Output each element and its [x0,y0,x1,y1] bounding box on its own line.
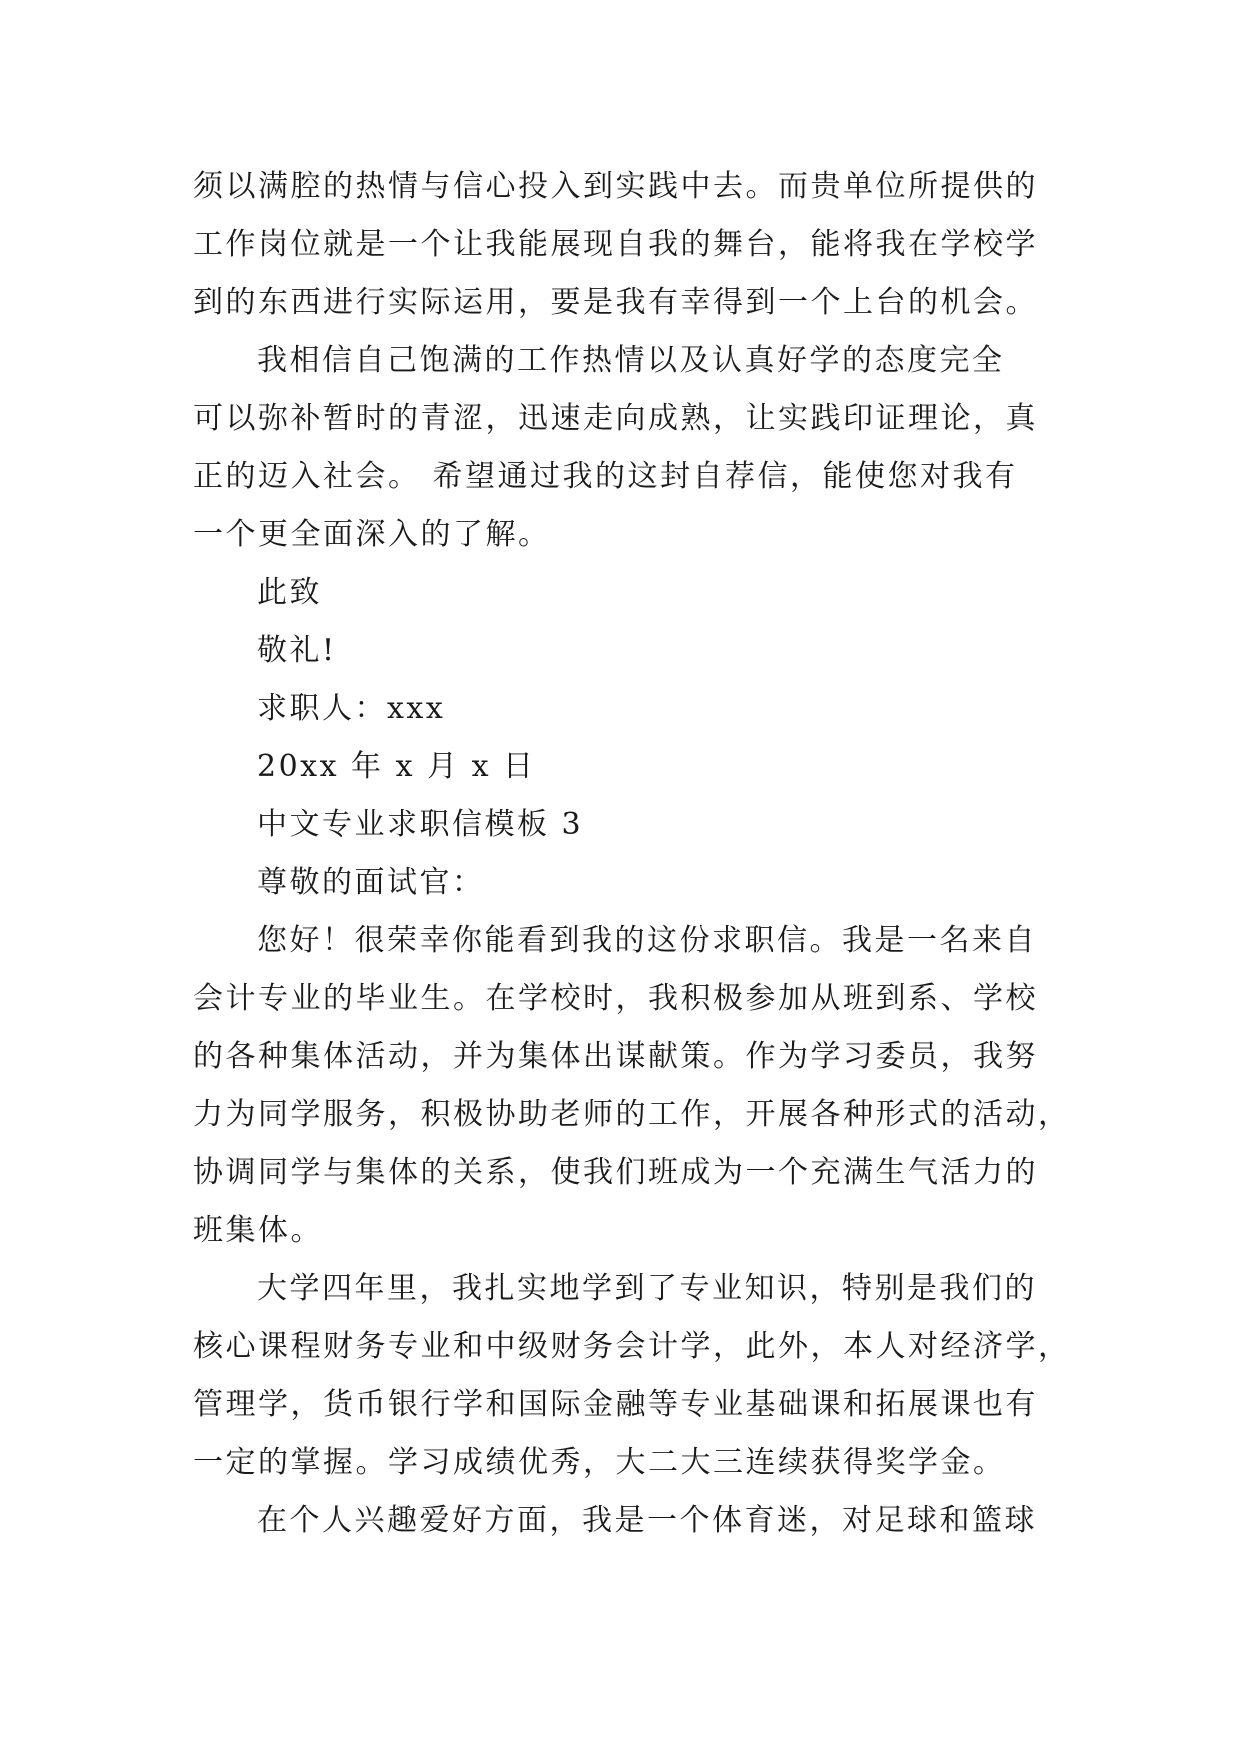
text-line: 到的东西进行实际运用，要是我有幸得到一个上台的机会。 [193,285,1038,320]
text-line: 的各种集体活动，并为集体出谋献策。作为学习委员，我努 [193,1039,1038,1074]
text-line: 须以满腔的热情与信心投入到实践中去。而贵单位所提供的 [193,169,1038,204]
text-line: 敬礼! [257,633,337,668]
text-line: 在个人兴趣爱好方面，我是一个体育迷，对足球和篮球 [257,1503,1037,1538]
text-line: 大学四年里，我扎实地学到了专业知识，特别是我们的 [257,1271,1037,1306]
text-line: 力为同学服务，积极协助老师的工作，开展各种形式的活动， [193,1097,1071,1132]
text-line: 协调同学与集体的关系，使我们班成为一个充满生气活力的 [193,1155,1038,1190]
text-line: 您好！很荣幸你能看到我的这份求职信。我是一名来自 [257,923,1037,958]
text-line: 一定的掌握。学习成绩优秀，大二大三连续获得奖学金。 [193,1445,1006,1480]
text-line: 我相信自己饱满的工作热情以及认真好学的态度完全 [257,343,1005,378]
text-line: 尊敬的面试官： [257,865,485,900]
text-line: 此致 [257,575,322,610]
text-line: 求职人：xxx [257,691,446,726]
text-line: 一个更全面深入的了解。 [193,517,551,552]
text-line: 管理学，货币银行学和国际金融等专业基础课和拓展课也有 [193,1387,1038,1422]
document-body [193,158,1071,1550]
text-line: 中文专业求职信模板 3 [257,807,584,842]
text-line: 20xx 年 x 月 x 日 [257,749,536,784]
text-line: 可以弥补暂时的青涩，迅速走向成熟，让实践印证理论，真 [193,401,1038,436]
text-line: 工作岗位就是一个让我能展现自我的舞台，能将我在学校学 [193,227,1038,262]
text-line: 正的迈入社会。 希望通过我的这封自荐信，能使您对我有 [193,459,1018,494]
text-line: 班集体。 [193,1213,323,1248]
text-line: 核心课程财务专业和中级财务会计学，此外，本人对经济学， [193,1329,1071,1364]
text-line: 会计专业的毕业生。在学校时，我积极参加从班到系、学校 [193,981,1038,1016]
